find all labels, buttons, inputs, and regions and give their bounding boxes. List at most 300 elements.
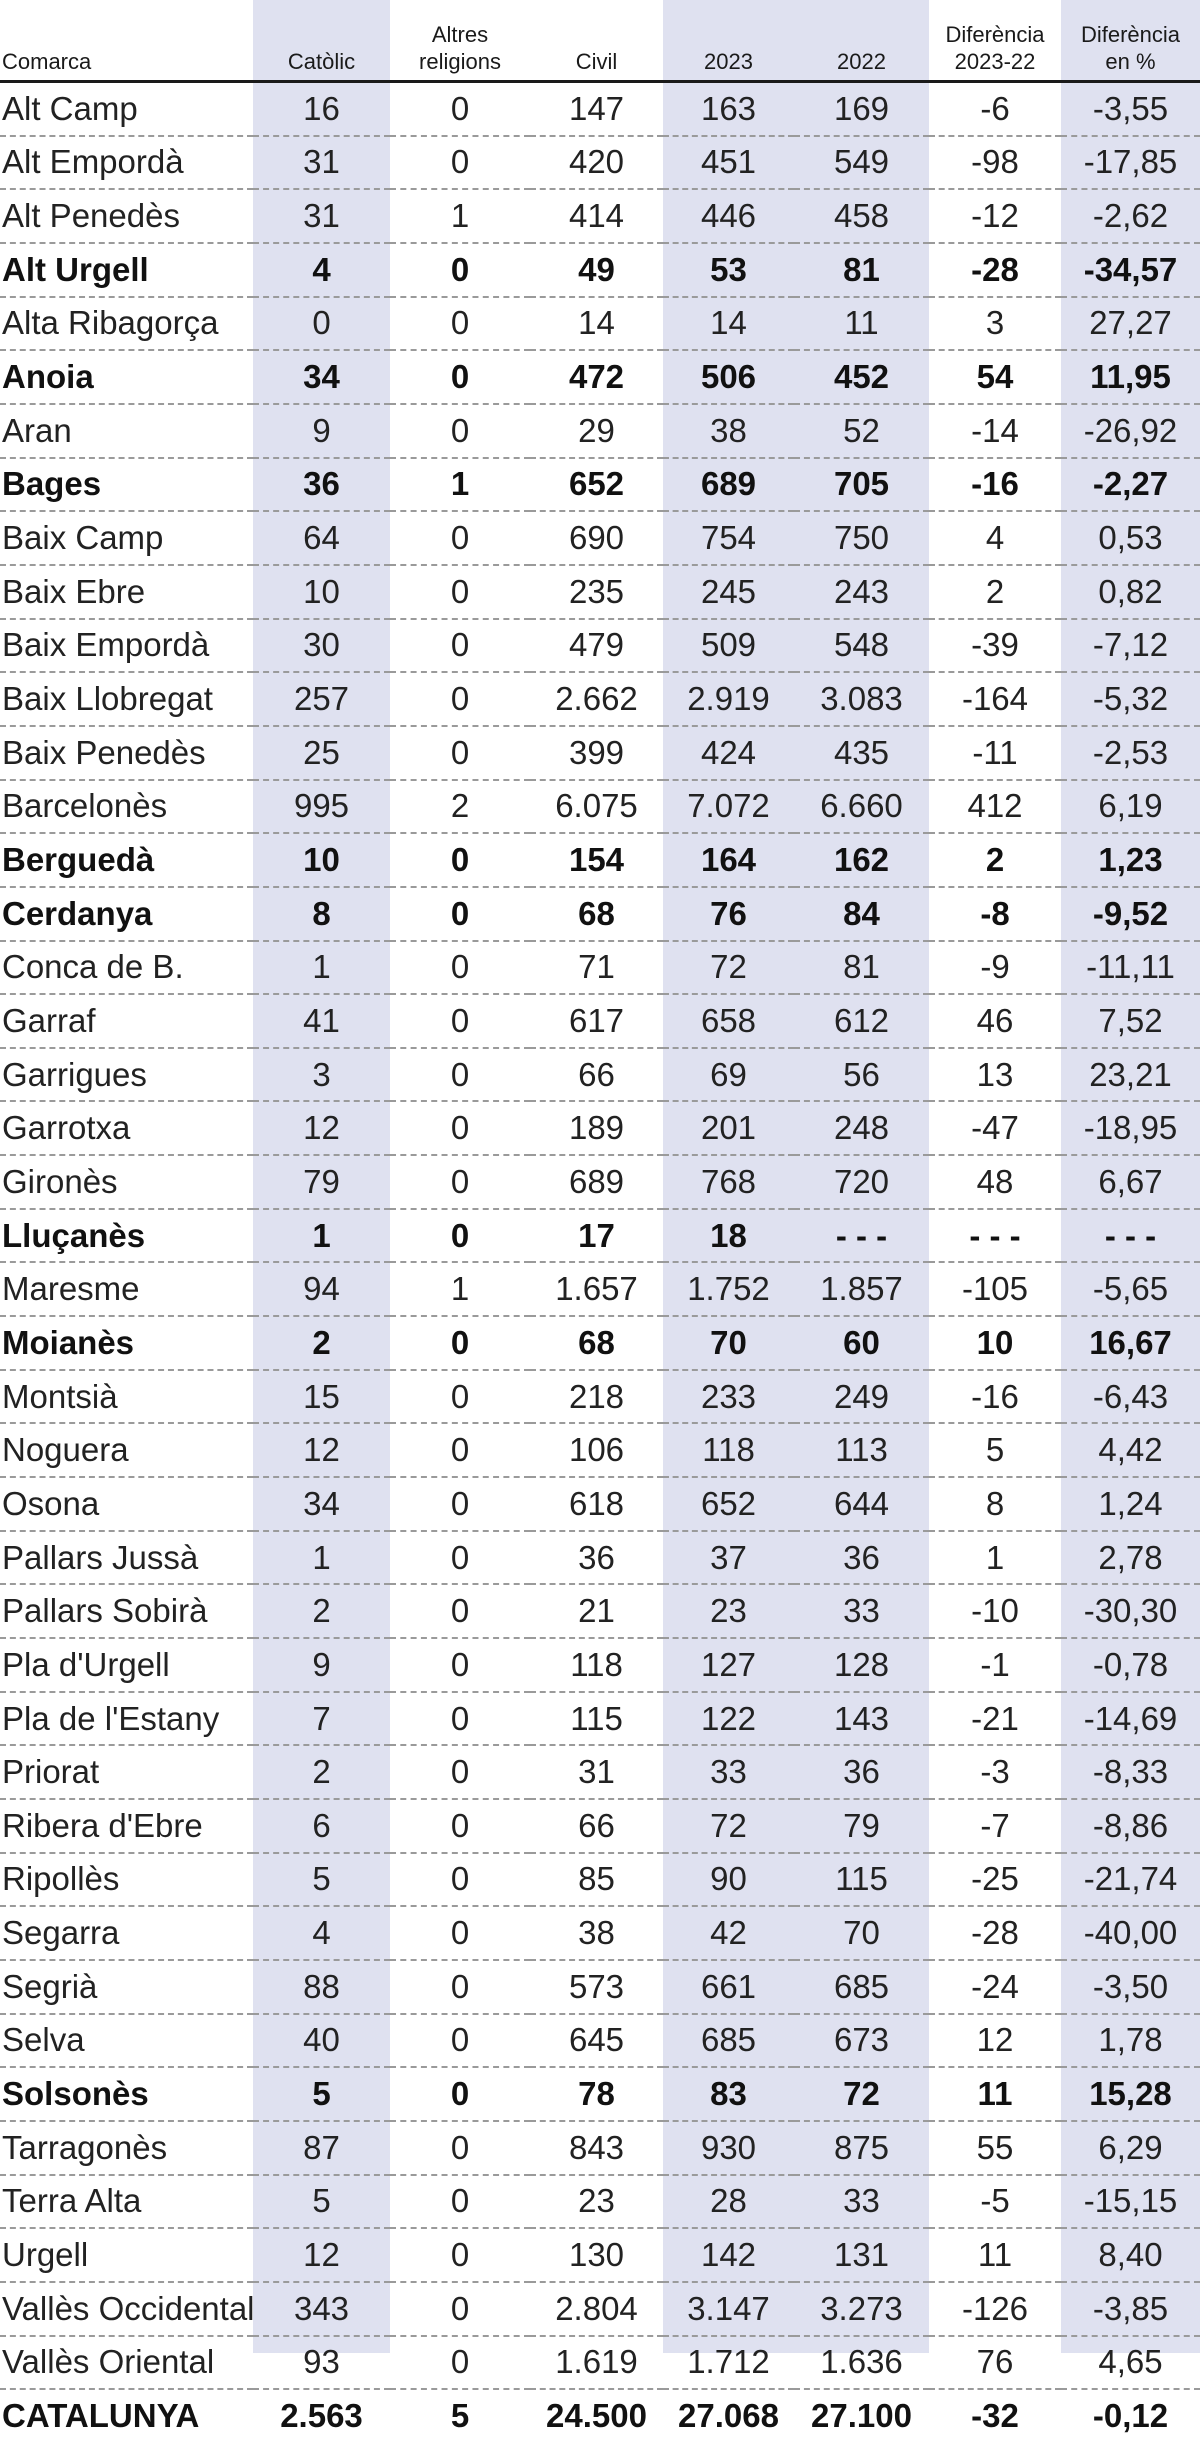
cell-2022: 248: [794, 1101, 929, 1155]
cell-diferencia-percent: -3,85: [1061, 2282, 1200, 2336]
cell-comarca: Alta Ribagorça: [0, 297, 253, 351]
total-diferencia: -32: [971, 2397, 1019, 2435]
cell-diferencia: -7: [929, 1799, 1061, 1853]
cell-comarca: Ripollès: [0, 1853, 253, 1907]
cell-altres-religions: 0: [390, 2228, 530, 2282]
cell-2022: 79: [794, 1799, 929, 1853]
cell-civil: 118: [530, 1638, 663, 1692]
cell-diferencia: 2: [929, 833, 1061, 887]
cell-catolic: 0: [253, 297, 390, 351]
cell-diferencia-percent: -6,43: [1061, 1370, 1200, 1424]
cell-diferencia-percent: -9,52: [1061, 887, 1200, 941]
cell-altres-religions: 0: [390, 243, 530, 297]
total-civil: 24.500: [546, 2397, 647, 2435]
cell-altres-religions: 0: [390, 2175, 530, 2229]
cell-2023: 754: [663, 511, 794, 565]
cell-civil: 66: [530, 1048, 663, 1102]
cell-2022: 249: [794, 1370, 929, 1424]
table-row: [0, 350, 1200, 404]
cell-comarca: Alt Urgell: [0, 243, 253, 297]
table-row: [0, 1209, 1200, 1263]
cell-altres-religions: 0: [390, 1799, 530, 1853]
cell-diferencia: -105: [929, 1262, 1061, 1316]
cell-2022: 6.660: [794, 780, 929, 834]
cell-diferencia-percent: - - -: [1061, 1209, 1200, 1263]
cell-catolic: 16: [253, 82, 390, 136]
cell-2023: 83: [663, 2067, 794, 2121]
cell-altres-religions: 0: [390, 2014, 530, 2068]
cell-altres-religions: 0: [390, 350, 530, 404]
cell-altres-religions: 1: [390, 1262, 530, 1316]
cell-2023: 42: [663, 1906, 794, 1960]
cell-2022: 169: [794, 82, 929, 136]
cell-2023: 446: [663, 189, 794, 243]
cell-2023: 70: [663, 1316, 794, 1370]
table-row: [0, 1960, 1200, 2014]
total-catolic: 2.563: [280, 2397, 363, 2435]
cell-civil: 29: [530, 404, 663, 458]
cell-2022: 81: [794, 243, 929, 297]
total-row: [0, 2389, 1200, 2442]
cell-2022: 875: [794, 2121, 929, 2175]
cell-diferencia-percent: 16,67: [1061, 1316, 1200, 1370]
cell-civil: 49: [530, 243, 663, 297]
cell-diferencia-percent: -0,78: [1061, 1638, 1200, 1692]
cell-2023: 201: [663, 1101, 794, 1155]
cell-diferencia: -3: [929, 1745, 1061, 1799]
cell-diferencia: 1: [929, 1531, 1061, 1585]
cell-2023: 424: [663, 726, 794, 780]
cell-altres-religions: 0: [390, 1048, 530, 1102]
cell-2022: 548: [794, 619, 929, 673]
cell-comarca: Ribera d'Ebre: [0, 1799, 253, 1853]
cell-2023: 33: [663, 1745, 794, 1799]
cell-catolic: 64: [253, 511, 390, 565]
table-row: [0, 1370, 1200, 1424]
table-row: [0, 1638, 1200, 1692]
table-row: [0, 1584, 1200, 1638]
cell-diferencia: -25: [929, 1853, 1061, 1907]
cell-catolic: 2: [253, 1316, 390, 1370]
cell-diferencia: 48: [929, 1155, 1061, 1209]
table-row: [0, 1531, 1200, 1585]
cell-diferencia: -164: [929, 672, 1061, 726]
cell-diferencia: -16: [929, 1370, 1061, 1424]
cell-2023: 689: [663, 458, 794, 512]
cell-catolic: 1: [253, 941, 390, 995]
cell-diferencia-percent: -8,86: [1061, 1799, 1200, 1853]
cell-2023: 1.752: [663, 1262, 794, 1316]
table-row: [0, 1101, 1200, 1155]
table-row: [0, 726, 1200, 780]
cell-2022: 549: [794, 136, 929, 190]
cell-2022: 11: [794, 297, 929, 351]
table-row: [0, 1048, 1200, 1102]
cell-2023: 53: [663, 243, 794, 297]
cell-2022: 36: [794, 1531, 929, 1585]
cell-altres-religions: 1: [390, 189, 530, 243]
table-row: [0, 1316, 1200, 1370]
cell-altres-religions: 0: [390, 565, 530, 619]
cell-catolic: 36: [253, 458, 390, 512]
cell-civil: 106: [530, 1423, 663, 1477]
cell-2022: 3.083: [794, 672, 929, 726]
cell-catolic: 94: [253, 1262, 390, 1316]
cell-2022: 36: [794, 1745, 929, 1799]
cell-comarca: Terra Alta: [0, 2175, 253, 2229]
cell-catolic: 1: [253, 1531, 390, 1585]
cell-2023: 1.712: [663, 2336, 794, 2390]
cell-civil: 645: [530, 2014, 663, 2068]
cell-diferencia-percent: 6,67: [1061, 1155, 1200, 1209]
total-2022: 27.100: [811, 2397, 912, 2435]
table-row: [0, 1799, 1200, 1853]
cell-comarca: Selva: [0, 2014, 253, 2068]
header-catolic: Catòlic: [253, 0, 390, 82]
cell-diferencia-percent: 1,78: [1061, 2014, 1200, 2068]
cell-2022: 162: [794, 833, 929, 887]
table-row: [0, 1155, 1200, 1209]
cell-2022: 644: [794, 1477, 929, 1531]
cell-comarca: Segrià: [0, 1960, 253, 2014]
cell-2023: 3.147: [663, 2282, 794, 2336]
cell-civil: 21: [530, 1584, 663, 1638]
cell-2023: 451: [663, 136, 794, 190]
cell-catolic: 3: [253, 1048, 390, 1102]
cell-altres-religions: 0: [390, 726, 530, 780]
cell-2023: 69: [663, 1048, 794, 1102]
cell-altres-religions: 0: [390, 1370, 530, 1424]
cell-catolic: 5: [253, 2175, 390, 2229]
cell-altres-religions: 0: [390, 2121, 530, 2175]
cell-diferencia-percent: -15,15: [1061, 2175, 1200, 2229]
cell-diferencia-percent: 0,82: [1061, 565, 1200, 619]
cell-comarca: Solsonès: [0, 2067, 253, 2121]
cell-catolic: 12: [253, 1101, 390, 1155]
cell-diferencia-percent: -40,00: [1061, 1906, 1200, 1960]
cell-comarca: Urgell: [0, 2228, 253, 2282]
cell-diferencia: 55: [929, 2121, 1061, 2175]
cell-2023: 90: [663, 1853, 794, 1907]
cell-2022: 131: [794, 2228, 929, 2282]
cell-diferencia: -10: [929, 1584, 1061, 1638]
table-row: [0, 1423, 1200, 1477]
cell-2023: 163: [663, 82, 794, 136]
cell-catolic: 31: [253, 189, 390, 243]
cell-civil: 31: [530, 1745, 663, 1799]
cell-diferencia: -28: [929, 243, 1061, 297]
cell-altres-religions: 0: [390, 1531, 530, 1585]
cell-civil: 652: [530, 458, 663, 512]
header-altres-religions: [390, 0, 530, 82]
cell-comarca: Vallès Occidental: [0, 2282, 253, 2336]
cell-catolic: 5: [253, 1853, 390, 1907]
cell-2023: 37: [663, 1531, 794, 1585]
cell-2022: 52: [794, 404, 929, 458]
cell-diferencia: 12: [929, 2014, 1061, 2068]
header-difp-line1: Diferència: [1080, 22, 1181, 47]
cell-diferencia: -12: [929, 189, 1061, 243]
cell-comarca: Montsià: [0, 1370, 253, 1424]
cell-civil: 154: [530, 833, 663, 887]
cell-catolic: 87: [253, 2121, 390, 2175]
cell-altres-religions: 0: [390, 2067, 530, 2121]
cell-altres-religions: 0: [390, 2282, 530, 2336]
cell-diferencia-percent: -2,53: [1061, 726, 1200, 780]
cell-diferencia: 54: [929, 350, 1061, 404]
cell-diferencia: 3: [929, 297, 1061, 351]
cell-altres-religions: 0: [390, 833, 530, 887]
cell-comarca: Pallars Sobirà: [0, 1584, 253, 1638]
cell-2022: 720: [794, 1155, 929, 1209]
cell-catolic: 25: [253, 726, 390, 780]
cell-catolic: 2: [253, 1584, 390, 1638]
cell-2022: 115: [794, 1853, 929, 1907]
cell-comarca: Barcelonès: [0, 780, 253, 834]
cell-catolic: 4: [253, 243, 390, 297]
cell-2023: 142: [663, 2228, 794, 2282]
cell-diferencia-percent: -17,85: [1061, 136, 1200, 190]
cell-catolic: 1: [253, 1209, 390, 1263]
cell-comarca: Priorat: [0, 1745, 253, 1799]
cell-diferencia: -16: [929, 458, 1061, 512]
cell-civil: 1.657: [530, 1262, 663, 1316]
cell-civil: 68: [530, 887, 663, 941]
cell-catolic: 15: [253, 1370, 390, 1424]
cell-diferencia-percent: 6,29: [1061, 2121, 1200, 2175]
cell-diferencia: -21: [929, 1692, 1061, 1746]
header-civil: Civil: [530, 0, 663, 82]
cell-civil: 2.804: [530, 2282, 663, 2336]
cell-civil: 189: [530, 1101, 663, 1155]
cell-civil: 235: [530, 565, 663, 619]
header-dif-line1: Diferència: [945, 22, 1045, 47]
cell-diferencia: 8: [929, 1477, 1061, 1531]
cell-2022: 143: [794, 1692, 929, 1746]
cell-2023: 658: [663, 994, 794, 1048]
cell-diferencia: -5: [929, 2175, 1061, 2229]
cell-comarca: Gironès: [0, 1155, 253, 1209]
cell-altres-religions: 0: [390, 82, 530, 136]
cell-diferencia: -8: [929, 887, 1061, 941]
cell-civil: 479: [530, 619, 663, 673]
cell-2022: 458: [794, 189, 929, 243]
cell-diferencia-percent: -14,69: [1061, 1692, 1200, 1746]
cell-2023: 118: [663, 1423, 794, 1477]
cell-2022: 3.273: [794, 2282, 929, 2336]
cell-comarca: Pla d'Urgell: [0, 1638, 253, 1692]
cell-catolic: 40: [253, 2014, 390, 2068]
table-row: [0, 2175, 1200, 2229]
cell-2022: 72: [794, 2067, 929, 2121]
cell-civil: 38: [530, 1906, 663, 1960]
cell-altres-religions: 0: [390, 672, 530, 726]
cell-diferencia-percent: 1,24: [1061, 1477, 1200, 1531]
table-row: [0, 1477, 1200, 1531]
cell-diferencia: - - -: [929, 1209, 1061, 1263]
cell-catolic: 9: [253, 1638, 390, 1692]
cell-altres-religions: 1: [390, 458, 530, 512]
cell-2022: 81: [794, 941, 929, 995]
table-row: [0, 565, 1200, 619]
cell-2023: 930: [663, 2121, 794, 2175]
cell-2023: 72: [663, 1799, 794, 1853]
cell-civil: 399: [530, 726, 663, 780]
cell-2023: 7.072: [663, 780, 794, 834]
cell-catolic: 12: [253, 1423, 390, 1477]
cell-2023: 23: [663, 1584, 794, 1638]
cell-2022: 33: [794, 2175, 929, 2229]
cell-catolic: 10: [253, 565, 390, 619]
cell-catolic: 6: [253, 1799, 390, 1853]
cell-2022: 612: [794, 994, 929, 1048]
cell-2023: 2.919: [663, 672, 794, 726]
cell-altres-religions: 0: [390, 1209, 530, 1263]
header-comarca: Comarca: [0, 0, 253, 82]
header-2022: 2022: [794, 0, 929, 82]
cell-diferencia-percent: 6,19: [1061, 780, 1200, 834]
cell-diferencia-percent: 1,23: [1061, 833, 1200, 887]
cell-diferencia: 5: [929, 1423, 1061, 1477]
cell-altres-religions: 0: [390, 1692, 530, 1746]
cell-comarca: Lluçanès: [0, 1209, 253, 1263]
cell-catolic: 7: [253, 1692, 390, 1746]
cell-2023: 509: [663, 619, 794, 673]
cell-2022: 452: [794, 350, 929, 404]
cell-catolic: 34: [253, 1477, 390, 1531]
cell-catolic: 995: [253, 780, 390, 834]
cell-catolic: 30: [253, 619, 390, 673]
cell-civil: 218: [530, 1370, 663, 1424]
cell-diferencia-percent: 11,95: [1061, 350, 1200, 404]
cell-2023: 122: [663, 1692, 794, 1746]
cell-2022: 1.857: [794, 1262, 929, 1316]
cell-2022: 1.636: [794, 2336, 929, 2390]
cell-comarca: Baix Empordà: [0, 619, 253, 673]
cell-comarca: Baix Penedès: [0, 726, 253, 780]
table-row: [0, 82, 1200, 136]
cell-2023: 127: [663, 1638, 794, 1692]
cell-diferencia-percent: 27,27: [1061, 297, 1200, 351]
cell-2022: - - -: [794, 1209, 929, 1263]
cell-diferencia-percent: 0,53: [1061, 511, 1200, 565]
cell-diferencia-percent: -5,32: [1061, 672, 1200, 726]
cell-catolic: 257: [253, 672, 390, 726]
total-name: CATALUNYA: [2, 2397, 200, 2435]
cell-civil: 17: [530, 1209, 663, 1263]
cell-civil: 573: [530, 1960, 663, 2014]
cell-civil: 689: [530, 1155, 663, 1209]
header-2023: 2023: [663, 0, 794, 82]
cell-diferencia-percent: -8,33: [1061, 1745, 1200, 1799]
cell-civil: 130: [530, 2228, 663, 2282]
cell-catolic: 93: [253, 2336, 390, 2390]
cell-2022: 56: [794, 1048, 929, 1102]
cell-civil: 1.619: [530, 2336, 663, 2390]
cell-comarca: Bages: [0, 458, 253, 512]
header-dif-line2: 2023-22: [954, 49, 1036, 74]
cell-diferencia: -24: [929, 1960, 1061, 2014]
cell-altres-religions: 0: [390, 1638, 530, 1692]
cell-civil: 115: [530, 1692, 663, 1746]
cell-altres-religions: 0: [390, 404, 530, 458]
cell-catolic: 34: [253, 350, 390, 404]
cell-diferencia-percent: -26,92: [1061, 404, 1200, 458]
cell-comarca: Garraf: [0, 994, 253, 1048]
cell-2023: 506: [663, 350, 794, 404]
cell-diferencia-percent: 23,21: [1061, 1048, 1200, 1102]
header-diferencia: [929, 0, 1061, 82]
cell-altres-religions: 0: [390, 1477, 530, 1531]
cell-altres-religions: 0: [390, 1745, 530, 1799]
cell-comarca: Tarragonès: [0, 2121, 253, 2175]
cell-altres-religions: 0: [390, 619, 530, 673]
cell-civil: 66: [530, 1799, 663, 1853]
cell-2022: 750: [794, 511, 929, 565]
table-row: [0, 189, 1200, 243]
table-row: [0, 994, 1200, 1048]
cell-2023: 18: [663, 1209, 794, 1263]
cell-altres-religions: 0: [390, 1906, 530, 1960]
table-row: [0, 2014, 1200, 2068]
cell-comarca: Segarra: [0, 1906, 253, 1960]
cell-2022: 705: [794, 458, 929, 512]
table-row: [0, 672, 1200, 726]
table-row: [0, 619, 1200, 673]
cell-2023: 245: [663, 565, 794, 619]
cell-comarca: Moianès: [0, 1316, 253, 1370]
table-row: [0, 780, 1200, 834]
cell-altres-religions: 0: [390, 1584, 530, 1638]
cell-catolic: 8: [253, 887, 390, 941]
table-row: [0, 511, 1200, 565]
cell-catolic: 31: [253, 136, 390, 190]
table-row: [0, 2121, 1200, 2175]
table-row: [0, 1906, 1200, 1960]
cell-catolic: 343: [253, 2282, 390, 2336]
cell-comarca: Garrotxa: [0, 1101, 253, 1155]
cell-comarca: Pallars Jussà: [0, 1531, 253, 1585]
cell-civil: 36: [530, 1531, 663, 1585]
cell-comarca: Cerdanya: [0, 887, 253, 941]
cell-catolic: 12: [253, 2228, 390, 2282]
cell-civil: 472: [530, 350, 663, 404]
cell-civil: 78: [530, 2067, 663, 2121]
cell-civil: 6.075: [530, 780, 663, 834]
cell-catolic: 79: [253, 1155, 390, 1209]
cell-2022: 128: [794, 1638, 929, 1692]
cell-altres-religions: 0: [390, 1155, 530, 1209]
cell-diferencia-percent: -11,11: [1061, 941, 1200, 995]
cell-diferencia-percent: 15,28: [1061, 2067, 1200, 2121]
cell-2023: 38: [663, 404, 794, 458]
cell-comarca: Garrigues: [0, 1048, 253, 1102]
cell-diferencia-percent: -3,55: [1061, 82, 1200, 136]
table-row: [0, 1853, 1200, 1907]
cell-diferencia: -1: [929, 1638, 1061, 1692]
cell-2023: 72: [663, 941, 794, 995]
cell-diferencia-percent: -7,12: [1061, 619, 1200, 673]
cell-2023: 164: [663, 833, 794, 887]
cell-diferencia-percent: -18,95: [1061, 1101, 1200, 1155]
cell-2023: 233: [663, 1370, 794, 1424]
cell-diferencia-percent: -2,62: [1061, 189, 1200, 243]
cell-altres-religions: 0: [390, 1960, 530, 2014]
table-row: [0, 297, 1200, 351]
cell-comarca: Osona: [0, 1477, 253, 1531]
cell-diferencia-percent: -34,57: [1061, 243, 1200, 297]
cell-catolic: 88: [253, 1960, 390, 2014]
